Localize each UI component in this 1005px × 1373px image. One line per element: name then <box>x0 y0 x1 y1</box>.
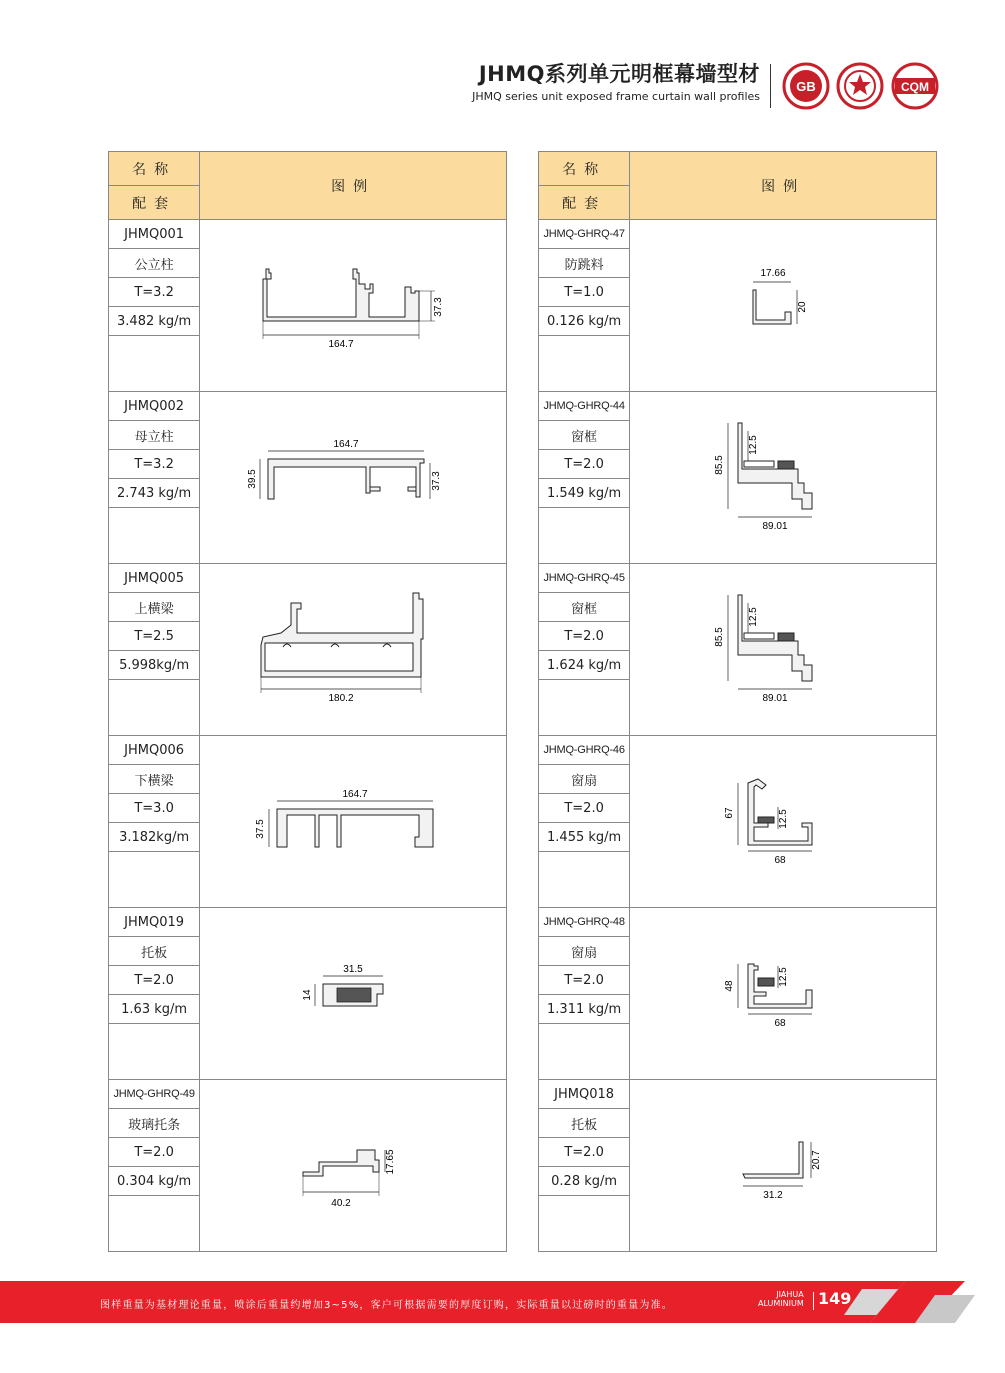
product-code: JHMQ-GHRQ-47 <box>539 220 630 249</box>
spacer-cell <box>109 1196 200 1252</box>
svg-text:17.66: 17.66 <box>760 267 786 279</box>
right-product-table <box>538 151 937 1252</box>
product-thickness: T=2.0 <box>539 794 630 823</box>
svg-text:14: 14 <box>302 988 314 1001</box>
product-name: 公立柱 <box>109 249 200 278</box>
product-row <box>109 1080 507 1109</box>
profile-drawing <box>630 564 937 736</box>
product-weight: 1.455 kg/m <box>539 823 630 852</box>
spacer-cell <box>539 1196 630 1252</box>
product-name: 窗扇 <box>539 765 630 794</box>
product-row <box>539 220 937 249</box>
product-name: 防跳料 <box>539 249 630 278</box>
svg-text:39.5: 39.5 <box>247 468 259 489</box>
product-weight: 1.311 kg/m <box>539 995 630 1024</box>
svg-text:37.3: 37.3 <box>433 296 445 317</box>
product-name: 上横梁 <box>109 593 200 622</box>
product-row <box>109 220 507 249</box>
svg-text:48: 48 <box>724 979 736 992</box>
svg-text:12.5: 12.5 <box>778 808 790 829</box>
product-weight: 5.998kg/m <box>109 651 200 680</box>
product-row <box>109 908 507 937</box>
profile-drawing <box>630 1080 937 1252</box>
footer-note: 图样重量为基材理论重量，喷涂后重量约增加3~5%，客户可根据需要的厚度订购，实际重量以过磅时的重量为准。 <box>100 1300 674 1311</box>
svg-text:89.01: 89.01 <box>762 520 788 532</box>
product-row <box>539 908 937 937</box>
gb-logo <box>782 62 830 110</box>
header-diagram: 图例 <box>630 152 937 220</box>
product-row <box>109 736 507 765</box>
title-cn: JHMQ系列单元明框幕墙型材 <box>478 62 760 86</box>
product-thickness: T=1.0 <box>539 278 630 307</box>
svg-text:20: 20 <box>797 300 809 313</box>
product-weight: 1.624 kg/m <box>539 651 630 680</box>
spacer-cell <box>539 1024 630 1080</box>
spacer-cell <box>539 680 630 736</box>
product-thickness: T=2.0 <box>539 1138 630 1167</box>
spacer-cell <box>109 852 200 908</box>
svg-text:CQM: CQM <box>901 80 929 94</box>
svg-text:12.5: 12.5 <box>748 606 760 627</box>
quality-seal-logo <box>836 62 884 110</box>
profile-drawing <box>630 908 937 1080</box>
title-en: JHMQ series unit exposed frame curtain wall profiles <box>472 90 760 103</box>
cqm-logo <box>890 62 940 110</box>
product-name: 窗扇 <box>539 937 630 966</box>
brand-name <box>758 1290 804 1308</box>
product-weight: 1.63 kg/m <box>109 995 200 1024</box>
product-thickness: T=2.5 <box>109 622 200 651</box>
svg-text:67: 67 <box>724 806 736 819</box>
product-code: JHMQ002 <box>109 392 200 421</box>
brand-divider <box>813 1292 814 1310</box>
spacer-cell <box>109 508 200 564</box>
product-name: 托板 <box>539 1109 630 1138</box>
spacer-cell <box>539 852 630 908</box>
product-name: 玻璃托条 <box>109 1109 200 1138</box>
product-thickness: T=3.2 <box>109 278 200 307</box>
product-code: JHMQ001 <box>109 220 200 249</box>
page-number: 149 <box>818 1289 852 1308</box>
profile-drawing <box>630 220 937 392</box>
left-product-table <box>108 151 507 1252</box>
profile-drawing <box>630 392 937 564</box>
product-weight: 3.482 kg/m <box>109 307 200 336</box>
product-code: JHMQ-GHRQ-45 <box>539 564 630 593</box>
svg-text:GB: GB <box>796 79 816 94</box>
spacer-cell <box>109 1024 200 1080</box>
svg-text:37.5: 37.5 <box>255 818 267 839</box>
product-weight: 0.304 kg/m <box>109 1167 200 1196</box>
product-weight: 2.743 kg/m <box>109 479 200 508</box>
product-code: JHMQ019 <box>109 908 200 937</box>
product-name: 母立柱 <box>109 421 200 450</box>
product-code: JHMQ005 <box>109 564 200 593</box>
page-header <box>472 60 760 103</box>
svg-text:31.2: 31.2 <box>763 1189 783 1201</box>
product-row <box>539 736 937 765</box>
svg-text:164.7: 164.7 <box>342 788 368 800</box>
product-thickness: T=3.0 <box>109 794 200 823</box>
product-thickness: T=2.0 <box>109 1138 200 1167</box>
brand-top: JIAHUA <box>776 1290 804 1299</box>
product-code: JHMQ-GHRQ-48 <box>539 908 630 937</box>
brand-bottom: ALUMINIUM <box>758 1299 804 1308</box>
profile-drawing <box>630 736 937 908</box>
product-code: JHMQ018 <box>539 1080 630 1109</box>
product-name: 托板 <box>109 937 200 966</box>
svg-text:12.5: 12.5 <box>778 966 790 987</box>
svg-text:17.65: 17.65 <box>385 1148 397 1175</box>
product-row <box>539 1080 937 1109</box>
spacer-cell <box>109 336 200 392</box>
product-code: JHMQ-GHRQ-44 <box>539 392 630 421</box>
product-thickness: T=3.2 <box>109 450 200 479</box>
product-thickness: T=2.0 <box>539 966 630 995</box>
product-row <box>109 392 507 421</box>
product-code: JHMQ006 <box>109 736 200 765</box>
product-name: 窗框 <box>539 593 630 622</box>
product-code: JHMQ-GHRQ-46 <box>539 736 630 765</box>
product-weight: 1.549 kg/m <box>539 479 630 508</box>
profile-drawing <box>200 1080 507 1252</box>
product-row <box>539 564 937 593</box>
spacer-cell <box>539 508 630 564</box>
profile-drawing <box>200 908 507 1080</box>
svg-text:68: 68 <box>774 1017 786 1029</box>
product-weight: 3.182kg/m <box>109 823 200 852</box>
svg-text:85.5: 85.5 <box>714 454 726 475</box>
header-divider <box>770 64 771 108</box>
profile-drawing <box>200 736 507 908</box>
svg-text:40.2: 40.2 <box>331 1197 351 1209</box>
header-name: 名称 <box>109 152 200 186</box>
header-match: 配套 <box>539 186 630 220</box>
spacer-cell <box>109 680 200 736</box>
svg-text:164.7: 164.7 <box>333 438 359 450</box>
header-name: 名称 <box>539 152 630 186</box>
svg-text:20.7: 20.7 <box>811 1149 823 1170</box>
svg-text:85.5: 85.5 <box>714 626 726 647</box>
certification-logos <box>782 62 942 110</box>
header-match: 配套 <box>109 186 200 220</box>
product-code: JHMQ-GHRQ-49 <box>109 1080 200 1109</box>
product-thickness: T=2.0 <box>539 622 630 651</box>
svg-text:89.01: 89.01 <box>762 692 788 704</box>
svg-text:31.5: 31.5 <box>343 963 363 975</box>
svg-text:164.7: 164.7 <box>328 338 354 350</box>
product-row <box>109 564 507 593</box>
profile-drawing <box>200 392 507 564</box>
spacer-cell <box>539 336 630 392</box>
profile-drawing <box>200 220 507 392</box>
svg-text:68: 68 <box>774 854 786 866</box>
svg-text:12.5: 12.5 <box>748 434 760 455</box>
product-thickness: T=2.0 <box>109 966 200 995</box>
profile-drawing <box>200 564 507 736</box>
header-diagram: 图例 <box>200 152 507 220</box>
svg-text:180.2: 180.2 <box>328 692 354 704</box>
product-name: 下横梁 <box>109 765 200 794</box>
svg-text:37.3: 37.3 <box>431 470 443 491</box>
product-name: 窗框 <box>539 421 630 450</box>
product-thickness: T=2.0 <box>539 450 630 479</box>
product-weight: 0.126 kg/m <box>539 307 630 336</box>
product-weight: 0.28 kg/m <box>539 1167 630 1196</box>
product-row <box>539 392 937 421</box>
